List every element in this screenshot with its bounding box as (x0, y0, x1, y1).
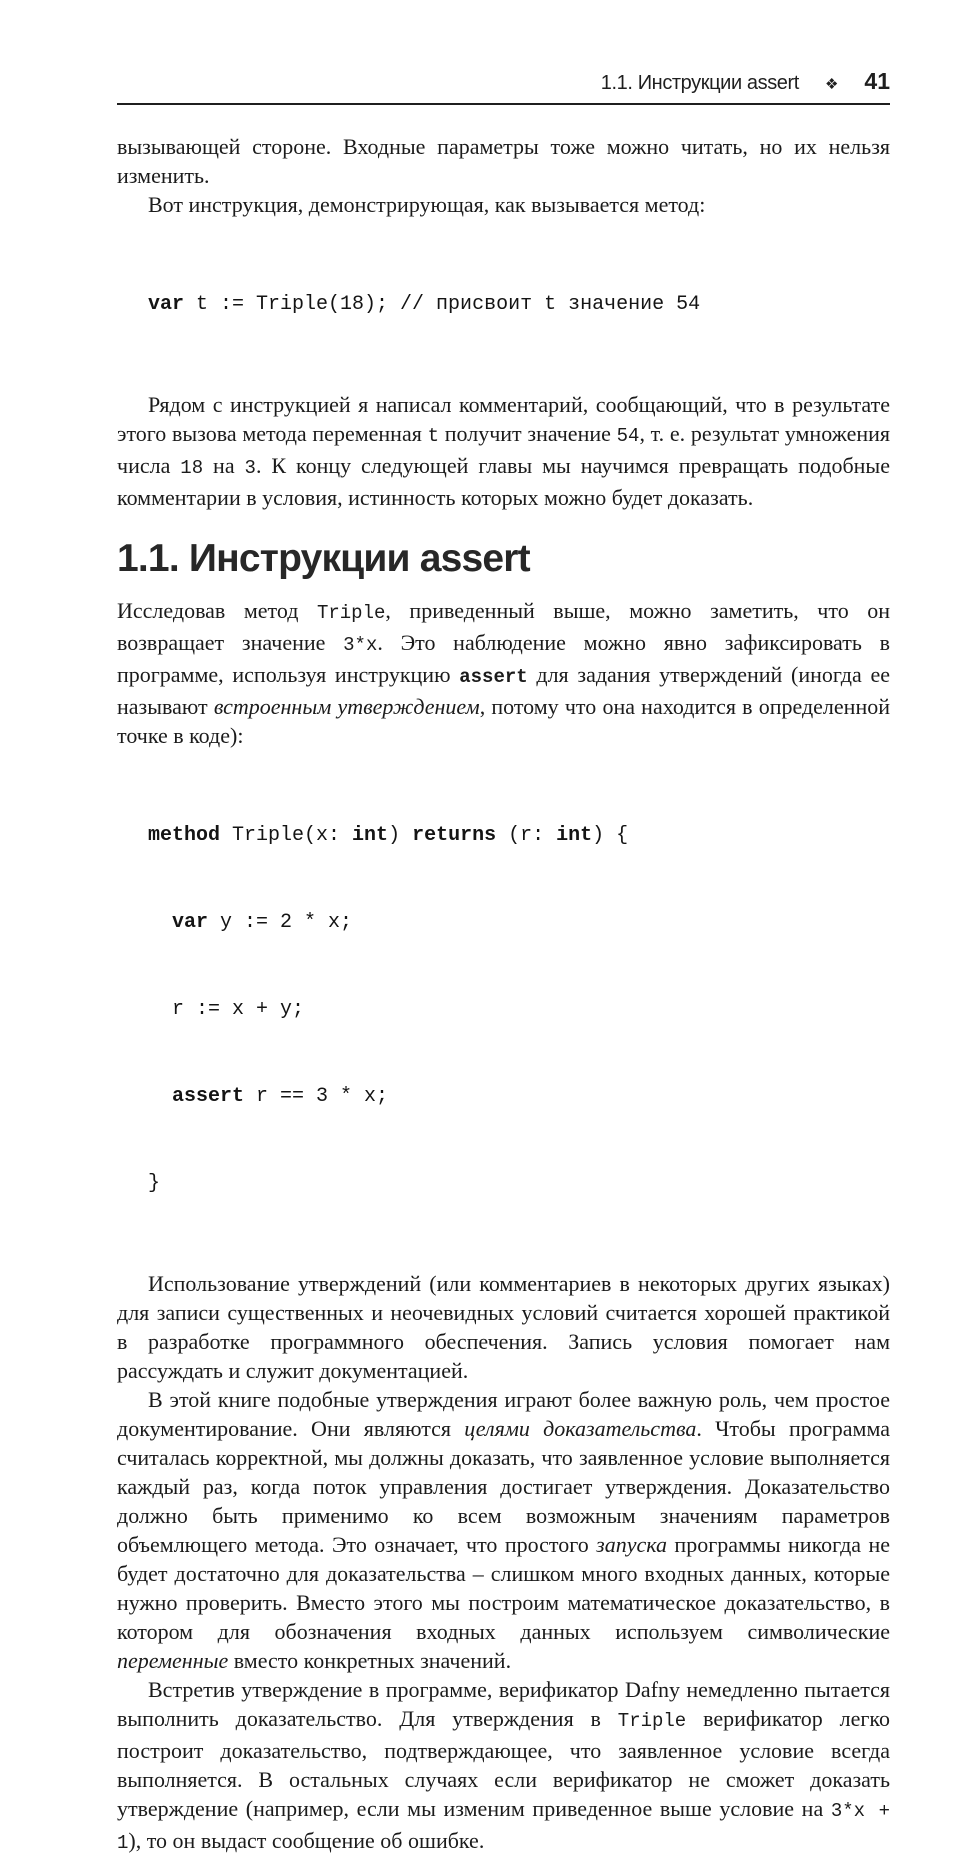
text-run: на (203, 453, 245, 478)
paragraph (117, 132, 890, 190)
text-run: , приведенный выше, можно заметить, что он возвращает значение (117, 598, 891, 655)
code-line (148, 995, 890, 1024)
code-line (148, 1169, 890, 1198)
paragraph (117, 190, 890, 219)
text-run: 3*x (343, 634, 378, 656)
text-run: Triple (316, 602, 386, 624)
paragraph (117, 1269, 890, 1385)
text-run: int (556, 824, 593, 847)
text-run: ) (388, 824, 413, 847)
text-run: ), то он выдаст сообщение об ошибке. (128, 1828, 485, 1853)
text-run: y := 2 * x; (208, 911, 353, 934)
text-run: 3*x + 1 (117, 1800, 891, 1854)
text-run: вместо конкретных значений. (228, 1648, 512, 1673)
text-run: ) { (592, 824, 629, 847)
text-run: Использование утверждений (или комментариев в некоторых других языках) для записи существенных и неочевидных условий считается хорошей практикой в разработке программного обеспечения. Запись условия помогает нам рассуждать и служит документацией. (117, 1271, 890, 1383)
text-run: В этой книге подобные утверждения играют более важную роль, чем простое документирование. Они являются (117, 1387, 890, 1441)
text-run: var (148, 293, 185, 316)
code-line (148, 821, 890, 850)
text-run: var (172, 911, 209, 934)
text-run: } (148, 1172, 161, 1195)
text-run: запуска (596, 1532, 668, 1557)
text-run: , т. е. результат умножения числа (117, 421, 890, 478)
text-run: Triple(x: (220, 824, 353, 847)
text-run (148, 1085, 172, 1108)
text-run: t (427, 425, 439, 447)
text-run: int (352, 824, 389, 847)
text-run: . К концу следующей главы мы научимся превращать подобные комментарии в условия, истинность которых можно будет доказать. (117, 453, 890, 510)
text-run: Triple (617, 1710, 687, 1732)
text-run: программы никогда не будет достаточно для доказательства – слишком много входных данных, которые нужно проверить. Вместо этого мы построим математическое доказательство, в котором для обозначения входных данных используем символические (117, 1532, 890, 1644)
text-run: . Чтобы программа считалась корректной, мы должны доказать, что заявленное условие выполняется каждый раз, когда поток управления достигает утверждения. Доказательство должно быть применимо ко всем возможным значениям параметров объемлющего метода. Это означает, что простого (117, 1416, 890, 1557)
text-run: верификатор легко построит доказательство, подтверждающее, что заявленное условие всегда выполняется. В остальных случаях если верификатор не сможет доказать утверждение (например, если мы изменим приведенное выше условие на (117, 1706, 890, 1821)
text-run: для задания утверждений (иногда ее называют (117, 662, 891, 719)
text-run: получит значение (438, 421, 617, 446)
code-line (148, 290, 890, 319)
text-run: Встретив утверждение в программе, верификатор Dafny немедленно пытается выполнить доказательство. Для утверждения в (117, 1677, 890, 1731)
text-run: 3 (244, 457, 256, 479)
text-run: method (148, 824, 221, 847)
text-run: r := x + y; (148, 998, 305, 1021)
text-run: целями доказательства (464, 1416, 697, 1441)
code-line (148, 1082, 890, 1111)
page-header (117, 68, 890, 105)
text-run: встроенным утверждением (213, 694, 480, 719)
paragraph (117, 390, 890, 512)
code-block (148, 232, 890, 377)
text-run: (r: (496, 824, 557, 847)
text-run: . Это наблюдение можно явно зафиксировать в программе, используя инструкцию (117, 630, 891, 687)
text-run: r == 3 * x; (244, 1085, 389, 1108)
text-run: returns (412, 824, 497, 847)
text-run: , потому что она находится в определенной точке в коде): (117, 694, 890, 748)
text-run (148, 911, 172, 934)
text-run: Рядом с инструкцией я написал комментарий, сообщающий, что в результате этого вызова метода переменная (117, 392, 890, 446)
text-run: Исследовав метод (117, 598, 317, 623)
text-run: 54 (616, 425, 640, 447)
text-run: assert (459, 666, 528, 688)
page-number: 41 (864, 68, 890, 94)
text-run: 18 (180, 457, 204, 479)
page-body (117, 132, 890, 1858)
text-run: t := Triple(18); // присвоит t значение 54 (184, 293, 701, 316)
diamond-ornament-icon: ❖ (824, 76, 839, 93)
code-line (148, 908, 890, 937)
text-run: assert (172, 1085, 245, 1108)
paragraph (117, 1675, 890, 1858)
text-run: Вот инструкция, демонстрирующая, как вызывается метод: (148, 192, 706, 217)
text-run: переменные (117, 1648, 229, 1673)
text-run: вызывающей стороне. Входные параметры тоже можно читать, но их нельзя изменить. (117, 134, 890, 188)
paragraph (117, 1385, 890, 1675)
section-heading: 1.1. Инструкции assert (117, 537, 530, 580)
running-title: 1.1. Инструкции assert (600, 72, 799, 94)
code-block (148, 763, 890, 1256)
paragraph (117, 596, 890, 750)
